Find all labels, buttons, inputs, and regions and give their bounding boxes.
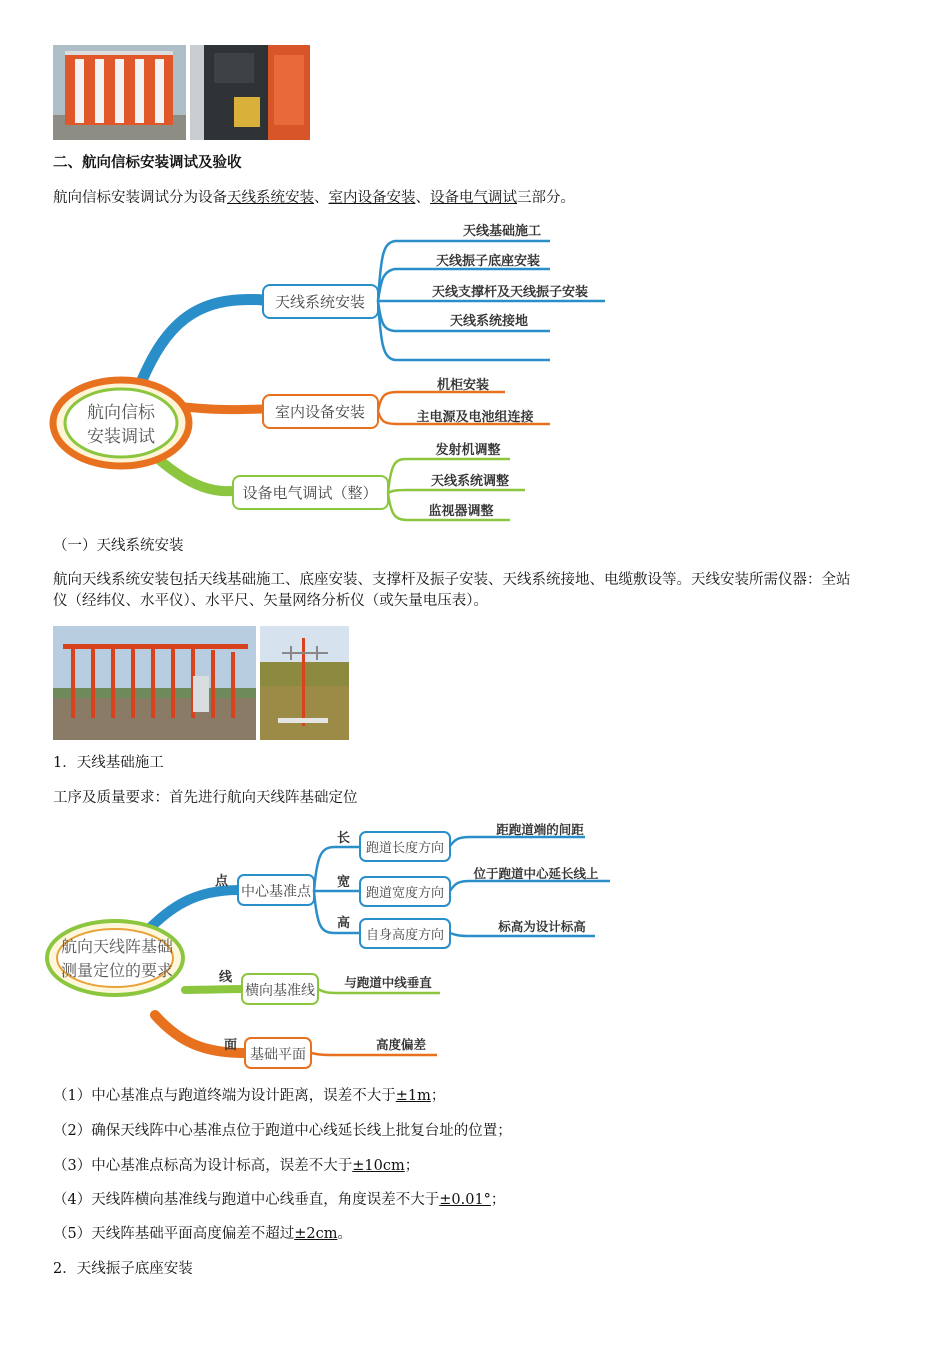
branch-curve-indoor — [185, 407, 263, 410]
tag-width: 宽 — [337, 875, 351, 890]
requirement-4: （4）天线阵横向基准线与跑道中心线垂直，角度误差不大于±0.01°； — [53, 1192, 506, 1208]
node-foundation-plane-label: 基础平面 — [250, 1047, 306, 1063]
requirement-1: （1）中心基准点与跑道终端为设计距离，误差不大于±1m； — [53, 1088, 446, 1104]
branch-curve-line — [185, 989, 242, 990]
requirement-5: （5）天线阵基础平面高度偏差不超过±2cm。 — [53, 1226, 352, 1242]
node-antenna-label: 天线系统安装 — [274, 293, 366, 311]
leaf-power-battery: 主电源及电池组连接 — [416, 410, 534, 425]
antenna-array-photo — [53, 626, 256, 740]
subsection-para-2: 仪（经纬仪、水平仪）、水平尺、矢量网络分析仪（或矢量电压表）。 — [53, 593, 488, 609]
node-center-point-label: 中心基准点 — [241, 884, 311, 900]
leaf-monitor: 监视器调整 — [428, 504, 494, 519]
node-transverse-line-label: 横向基准线 — [245, 983, 315, 999]
intro-link-antenna: 天线系统安装 — [227, 190, 314, 206]
mindmap-antenna-positioning — [45, 815, 615, 1075]
branch-curve-antenna — [140, 299, 263, 385]
item1-process: 工序及质量要求：首先进行航向天线阵基础定位 — [53, 790, 358, 806]
node-length-dir-label: 跑道长度方向 — [365, 841, 445, 856]
tag-line: 线 — [219, 970, 233, 985]
node-width-dir-label: 跑道宽度方向 — [365, 886, 445, 901]
note-length: 距跑道端的间距 — [496, 822, 584, 837]
subsection-para-1: 航向天线系统安装包括天线基础施工、底座安装、支撑杆及振子安装、天线系统接地、电缆敷设等。天线安装所需仪器：全站 — [53, 572, 851, 588]
center-label-1b: 安装调试 — [87, 427, 155, 447]
leaf-antenna-grounding: 天线系统接地 — [449, 314, 529, 329]
leaf-antenna-pole: 天线支撑杆及天线振子安装 — [431, 285, 589, 300]
item1-heading: 1．天线基础施工 — [53, 755, 164, 771]
center-label-1a: 航向信标 — [87, 403, 155, 423]
antenna-single-photo — [260, 626, 349, 740]
tag-height: 高 — [337, 916, 351, 931]
leaf-antenna-foundation: 天线基础施工 — [462, 224, 542, 239]
leaf-transmitter: 发射机调整 — [435, 443, 501, 458]
tag-plane: 面 — [224, 1038, 238, 1053]
subsection-heading: （一）天线系统安装 — [53, 538, 184, 554]
requirement-2: （2）确保天线阵中心基准点位于跑道中心线延长线上批复台址的位置； — [53, 1123, 512, 1139]
item2-heading: 2．天线振子底座安装 — [53, 1261, 193, 1277]
note-height: 标高为设计标高 — [498, 919, 586, 934]
requirement-1-value: ±1m — [395, 1088, 431, 1104]
node-electrical-label: 设备电气调试（整） — [242, 484, 378, 502]
note-width: 位于跑道中心延长线上 — [473, 866, 599, 881]
leaf-cabinet: 机柜安装 — [436, 378, 490, 393]
mindmap-localizer-install — [45, 215, 625, 525]
requirement-3: （3）中心基准点标高为设计标高，误差不大于±10cm； — [53, 1158, 420, 1174]
intro-link-electrical: 设备电气调试 — [430, 190, 517, 206]
requirement-3-value: ±10cm — [352, 1158, 405, 1174]
node-indoor-label: 室内设备安装 — [274, 403, 366, 421]
section-intro: 航向信标安装调试分为设备天线系统安装、室内设备安装、设备电气调试三部分。 — [53, 190, 575, 206]
tag-point: 点 — [215, 874, 229, 889]
requirement-5-value: ±2cm — [294, 1226, 338, 1242]
tag-length: 长 — [337, 831, 351, 846]
note-plane: 高度偏差 — [375, 1037, 427, 1052]
branch-curve-point — [145, 890, 238, 933]
leaf-antenna-base: 天线振子底座安装 — [435, 254, 541, 269]
section-heading: 二、航向信标安装调试及验收 — [53, 154, 242, 171]
requirement-4-value: ±0.01° — [439, 1192, 491, 1208]
note-transverse: 与跑道中线垂直 — [344, 975, 432, 990]
leaf-antenna-adjust: 天线系统调整 — [430, 474, 510, 489]
shelter-interior-photo — [190, 45, 310, 140]
intro-link-indoor: 室内设备安装 — [328, 190, 416, 206]
shelter-exterior-photo — [53, 45, 186, 140]
center-label-2a: 航向天线阵基础 — [60, 937, 174, 956]
center-label-2b: 测量定位的要求 — [60, 961, 174, 980]
node-height-dir-label: 自身高度方向 — [365, 928, 445, 943]
